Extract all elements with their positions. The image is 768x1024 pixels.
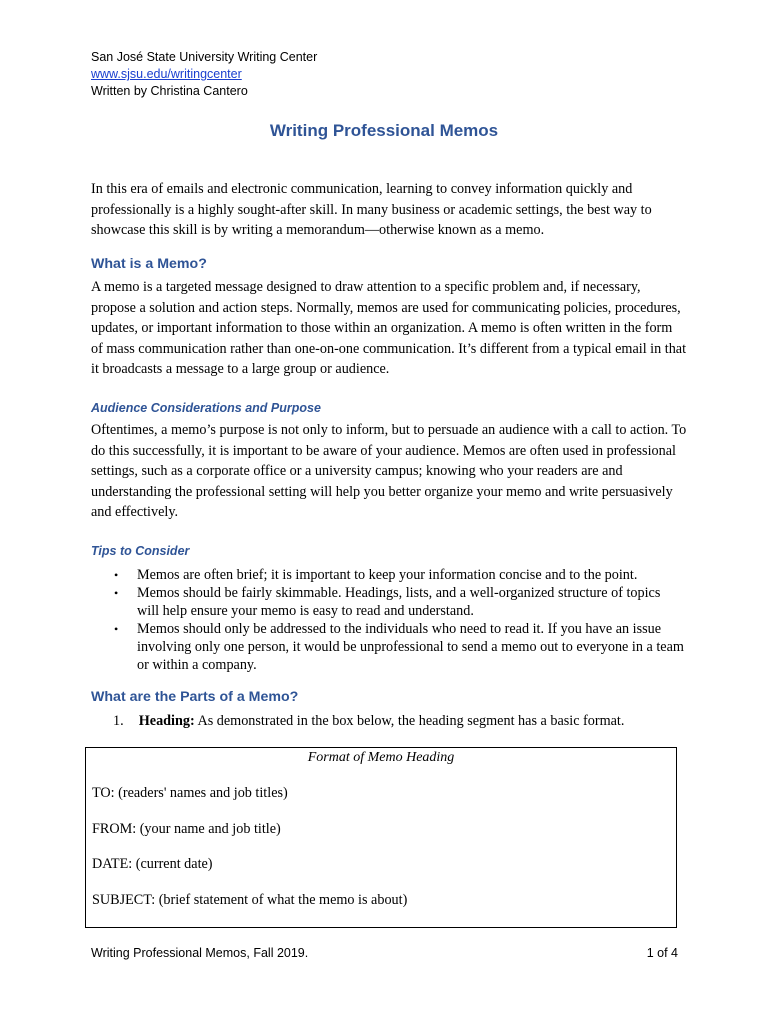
org-link-row	[91, 66, 242, 82]
section-heading-parts: What are the Parts of a Memo?	[91, 689, 299, 705]
list-item-text: Memos are often brief; it is important to keep your information concise and to the point.	[137, 567, 638, 583]
numbered-item-heading	[113, 712, 673, 730]
bullet-icon: •	[114, 586, 119, 600]
tips-list	[113, 566, 685, 674]
memo-line-subject: SUBJECT: (brief statement of what the memo is about)	[92, 892, 408, 908]
section-paragraph-what-is-memo: A memo is a targeted message designed to draw attention to a specific problem and, if necessary, propose a solution and action steps. Normally, memos are used for communicating policies, procedures, updates, or important information to those within an organization. A memo is often written in the form of mass communication rather than one-on-one communication. It’s different from a typical email in that it broadcasts a message to a large group or audience.	[91, 279, 687, 377]
list-item	[113, 620, 685, 674]
page-title: Writing Professional Memos	[269, 121, 499, 140]
org-name: San José State University Writing Center	[91, 50, 318, 64]
list-item	[113, 566, 685, 584]
list-item-text: Memos should be fairly skimmable. Headings, lists, and a well-organized structure of topics will help ensure your memo is easy to read and understand.	[137, 585, 661, 619]
section-heading-what-is-memo: What is a Memo?	[91, 256, 207, 272]
memo-line-date: DATE: (current date)	[92, 856, 213, 872]
page-number: 1 of 4	[646, 946, 678, 960]
memo-line-to: TO: (readers' names and job titles)	[92, 785, 288, 801]
bullet-icon: •	[114, 622, 119, 636]
item-label: Heading:	[138, 713, 195, 729]
footer-title: Writing Professional Memos, Fall 2019.	[91, 946, 309, 960]
section-heading-audience: Audience Considerations and Purpose	[91, 401, 321, 415]
memo-box-caption: Format of Memo Heading	[307, 750, 455, 765]
intro-paragraph: In this era of emails and electronic communication, learning to convey information quickly and professionally is a highly sought-after skill. In many business or academic settings, the best way to showcase this skill is by writing a memorandum—otherwise known as a memo.	[91, 181, 652, 238]
list-item	[113, 584, 685, 620]
section-heading-tips: Tips to Consider	[91, 544, 190, 558]
writing-center-link[interactable]: www.sjsu.edu/writingcenter	[91, 67, 242, 81]
item-text: As demonstrated in the box below, the heading segment has a basic format.	[197, 713, 625, 729]
section-paragraph-audience: Oftentimes, a memo’s purpose is not only to inform, but to persuade an audience with a call to action. To do this successfully, it is important to be aware of your audience. Memos are often used in professional settings, such as a corporate office or a university campus; knowing who your readers are and understanding the professional setting will help you better organize your memo and write persuasively and effectively.	[91, 422, 687, 520]
memo-line-from: FROM: (your name and job title)	[92, 821, 281, 837]
author-line: Written by Christina Cantero	[91, 84, 248, 98]
list-item-text: Memos should only be addressed to the individuals who need to read it. If you have an issue involving only one person, it would be unprofessional to send a memo out to everyone in a team or within a company.	[137, 621, 684, 673]
bullet-icon: •	[114, 568, 119, 582]
memo-format-box	[85, 747, 677, 928]
item-number: 1.	[113, 713, 124, 729]
